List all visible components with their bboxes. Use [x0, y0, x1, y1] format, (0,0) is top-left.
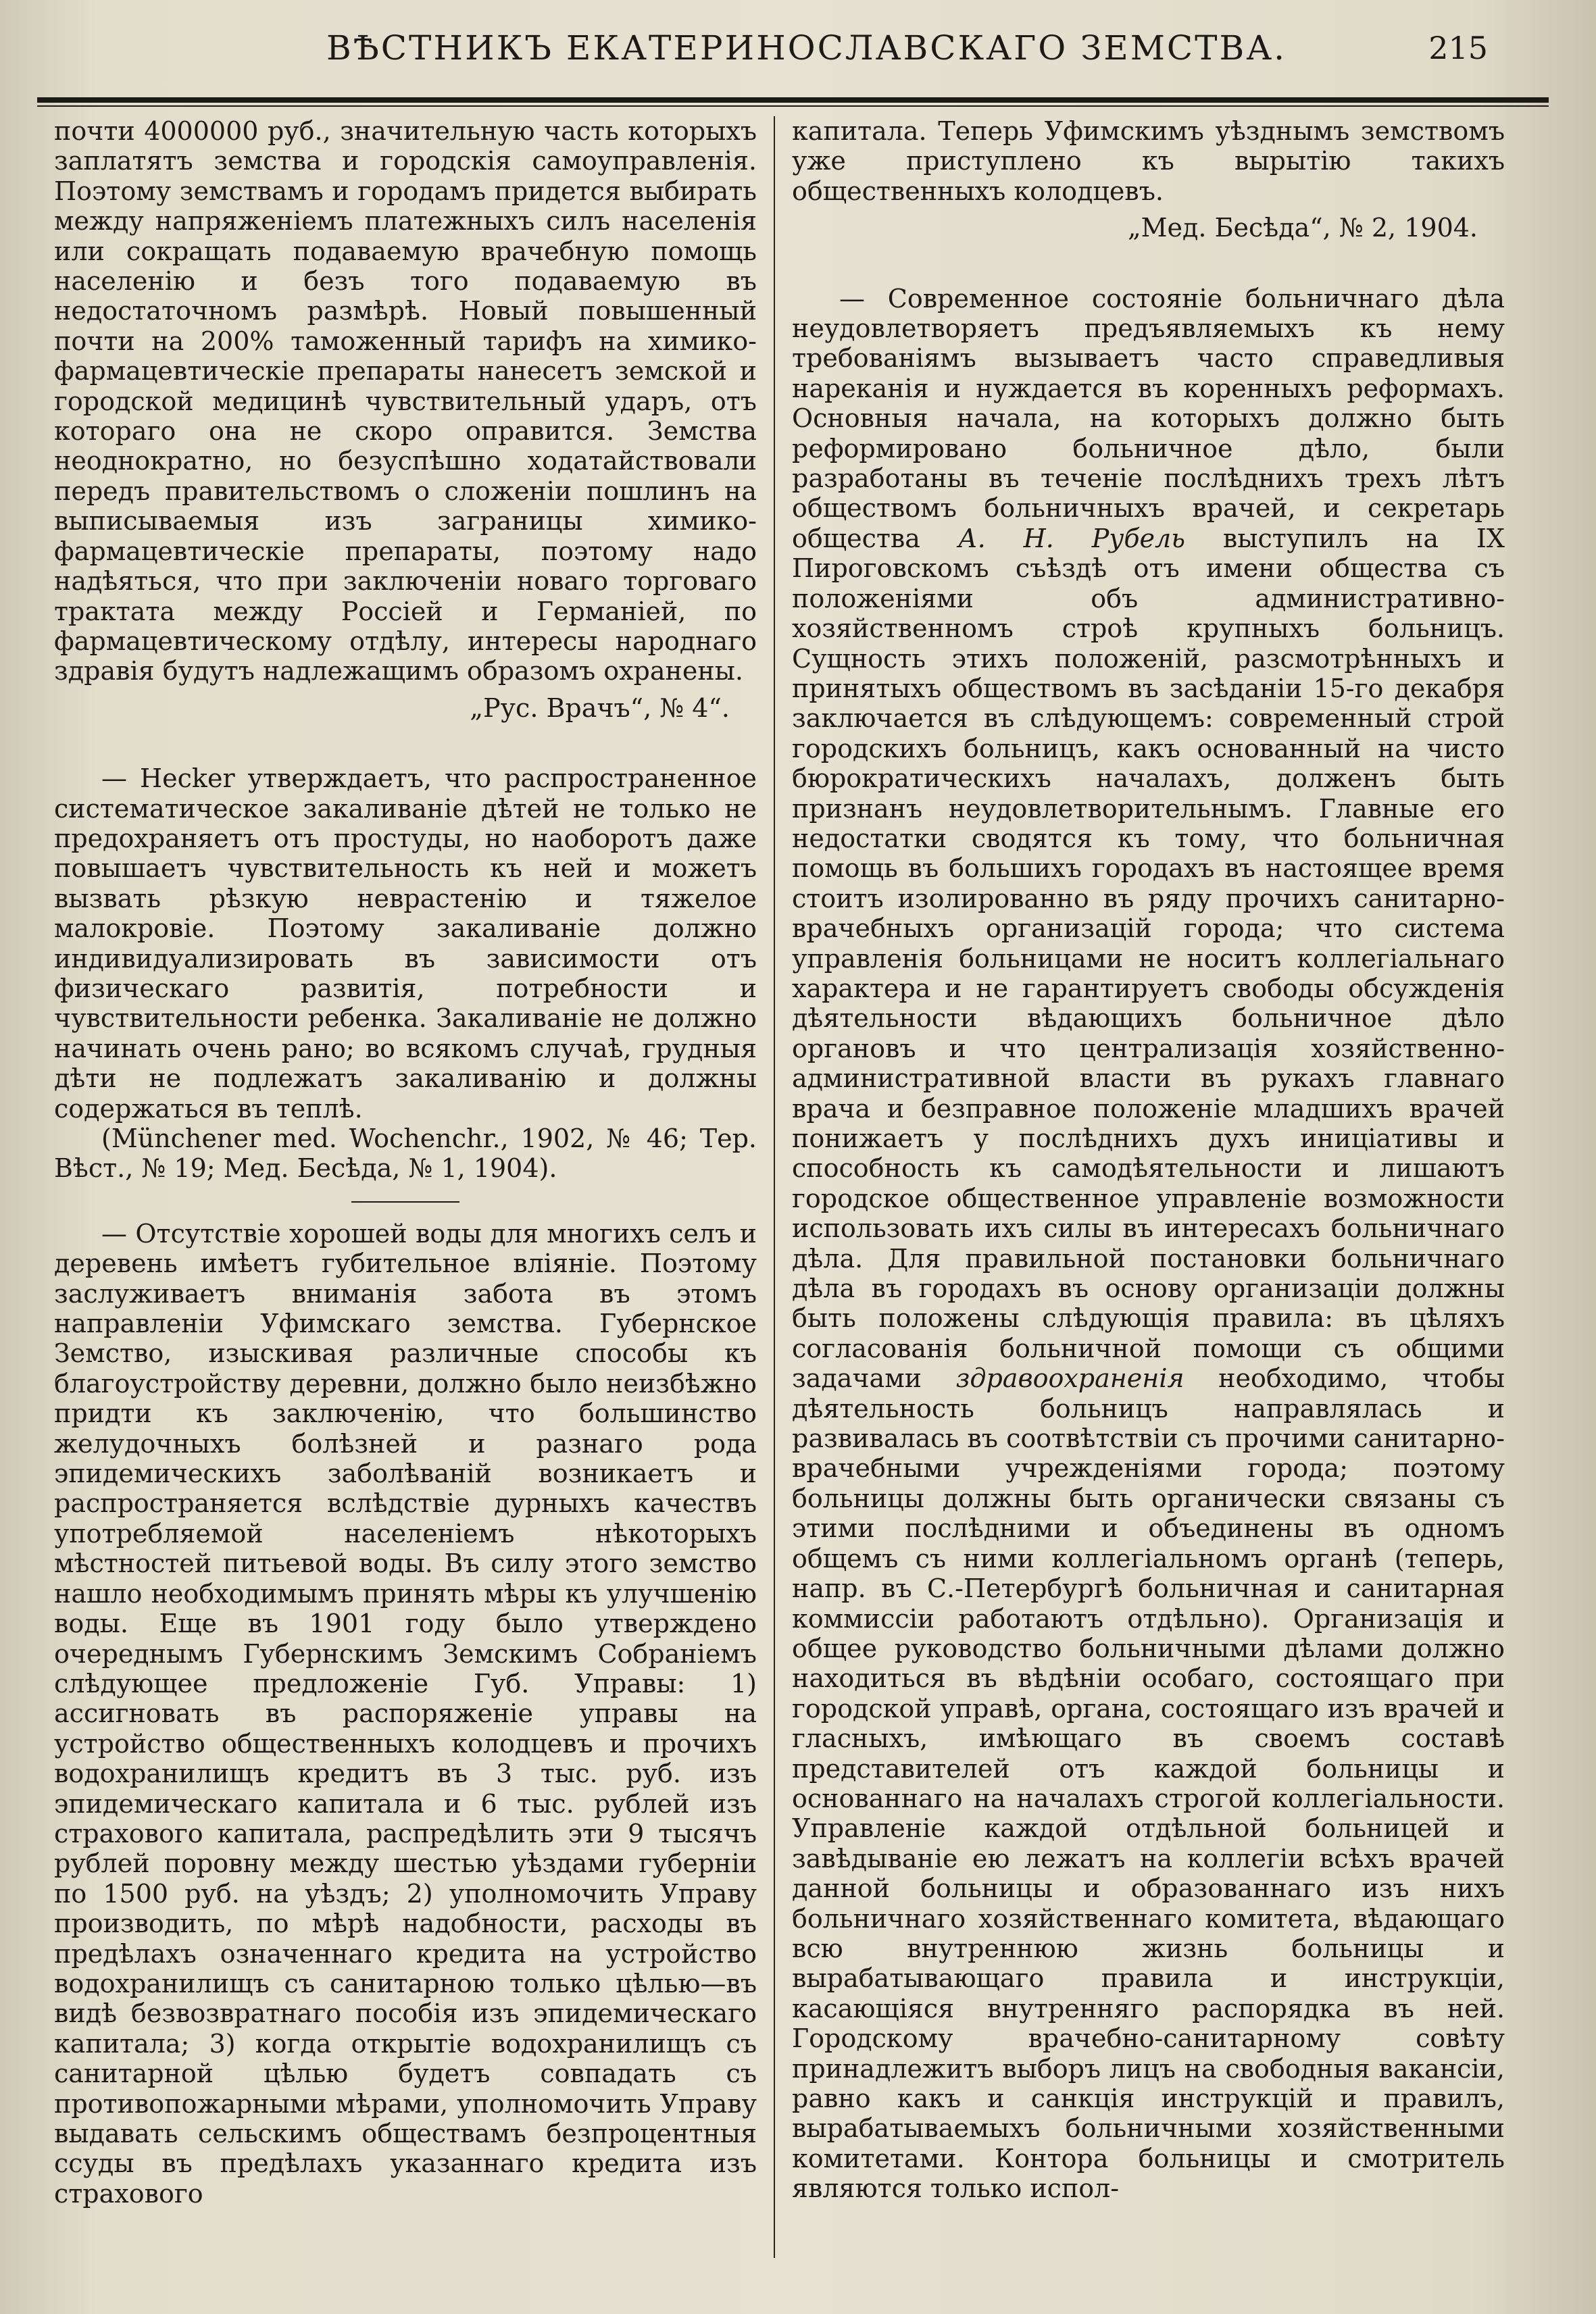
hospital-text-b: выступилъ на IX Пироговскомъ съѣздѣ отъ имени общества съ положеніями объ административно-хозяйственномъ строѣ крупныхъ больницъ. Сущность этихъ положеній, разсмотрѣнныхъ и принятыхъ обществомъ въ засѣданіи 15-го декабря заключается въ слѣдующемъ: современный строй городскихъ больницъ, какъ основанный на чисто бюрократическихъ началахъ, долженъ быть признанъ неудовлетворительнымъ. Главные его недостатки сводятся къ тому, что больничная помощь въ большихъ городахъ въ настоящее время стоитъ изолированно въ ряду прочихъ санитарно-врачебныхъ организацій города; что система управленія больницами не носитъ коллегіальнаго характера и не гарантируетъ свободы обсужденія дѣятельности вѣдающихъ больничное дѣло органовъ и что централизація хозяйственно-административной власти въ рукахъ главнаго врача и безправное положеніе младшихъ врачей понижаетъ у послѣднихъ духъ иниціативы и способность къ самодѣятельности и лишаютъ городское общественное управленіе возможности использовать ихъ силы въ интересахъ больничнаго дѣла. Для правильной постановки больничнаго дѣла въ городахъ въ основу организаціи должны быть положены слѣдующія правила: въ цѣляхъ согласованія больничной помощи съ общими задачами — [792, 523, 1505, 1394]
hecker-references: (Münchener med. Wochenchr., 1902, № 46; Тер. Вѣст., № 19; Мед. Бесѣда, № 1, 1904). — [54, 1124, 757, 1184]
header-rule-thick — [37, 97, 1549, 103]
water-paragraph: — Отсутствіе хорошей воды для многихъ селъ и деревень имѣетъ губительное вліяніе. Поэтому заслуживаетъ вниманія забота въ этомъ направленіи Уфимскаго земства. Губернское Земство, изыскивая различные способы къ благоустройству деревни, должно было неизбѣжно придти къ заключенію, что большинство желудочныхъ болѣзней и разнаго рода эпидемическихъ заболѣваній возникаетъ и распространяется вслѣдствіе дурныхъ качествъ употребляемой населеніемъ нѣкоторыхъ мѣстностей питьевой воды. Въ силу этого земство нашло необходимымъ принять мѣры къ улучшенію воды. Еще въ 1901 году было утверждено очереднымъ Губернскимъ Земскимъ Собраніемъ слѣдующее предложеніе Губ. Управы: 1) ассигновать въ распоряженіе управы на устройство общественныхъ колодцевъ и прочихъ водохранилищъ кредитъ въ 3 тыс. руб. изъ эпидемическаго капитала и 6 тыс. рублей изъ страхового капитала, распредѣлить эти 9 тысячъ рублей поровну между шестью уѣздами губерніи по 1500 руб. на уѣздъ; 2) уполномочить Управу производить, по мѣрѣ надобности, расходы въ предѣлахъ означеннаго кредита на устройство водохранилищъ съ санитарною только цѣлью—въ видѣ безвозвратнаго пособія изъ эпидемическаго капитала; 3) когда открытіе водохранилищъ съ санитарной цѣлью будетъ совпадать съ противопожарными мѣрами, уполномочить Управу выдавать сельскимъ обществамъ безпроцентныя ссуды въ предѣлахъ указаннаго кредита изъ страхового — [54, 1218, 757, 2209]
spacer — [54, 723, 757, 763]
hospital-text-a: — Современное состояніе больничнаго дѣла неудовлетворяетъ предъявляемыхъ къ нему требованіямъ вызываетъ часто справедливыя нареканія и нуждается въ коренныхъ реформахъ. Основныя начала, на которыхъ должно быть реформировано больничное дѣло, были разработаны въ теченіе послѣднихъ трехъ лѣтъ обществомъ больничныхъ врачей, и секретарь общества — [792, 283, 1505, 553]
hecker-paragraph: — Hecker утверждаетъ, что распространенное систематическое закаливаніе дѣтей не только не предохраняетъ отъ простуды, но наоборотъ даже повышаетъ чувствительность къ ней и можетъ вызвать рѣзкую неврастенію и тяжелое малокровіе. Поэтому закаливаніе должно индивидуализировать въ зависимости отъ физическаго развитія, потребности и чувствительности ребенка. Закаливаніе не должно начинать очень рано; во всякомъ случаѣ, грудныя дѣти не подлежатъ закаливанію и должны содержаться въ теплѣ. — [54, 763, 757, 1124]
column-divider — [774, 116, 775, 2258]
page-number: 215 — [1428, 30, 1488, 66]
right-column — [777, 116, 1512, 2258]
emphasized-term: здравоохраненія — [955, 1363, 1184, 1394]
wells-continuation: капитала. Теперь Уфимскимъ уѣзднымъ земствомъ уже приступлено къ вырытію такихъ общественныхъ колодцевъ. — [792, 116, 1505, 206]
left-column — [37, 116, 772, 2258]
section-separator — [351, 1201, 459, 1203]
hospital-paragraph — [792, 284, 1505, 2204]
hospital-text-c: необходимо, чтобы дѣятельность больницъ направлялась и развивалась въ соотвѣтствіи съ прочими санитарно-врачебными учрежденіями города; поэтому больницы должны быть органически связаны съ этими послѣдними и объединены въ одномъ общемъ съ ними коллегіальномъ органѣ (теперь, напр. въ С.-Петербургѣ больничная и санитарная коммиссіи работаютъ отдѣльно). Организація и общее руководство больничными дѣлами должно находиться въ вѣдѣніи особаго, состоящаго при городской управѣ, органа, состоящаго изъ врачей и гласныхъ, имѣющаго въ своемъ составѣ представителей отъ каждой больницы и основаннаго на началахъ строгой коллегіальности. Управленіе каждой отдѣльной больницей и завѣдываніе ею лежатъ на коллегіи всѣхъ врачей данной больницы и образованнаго изъ нихъ больничнаго хозяйственнаго комитета, вѣдающаго всю внутреннюю жизнь больницы и вырабатывающаго правила и инструкціи, касающіяся внутренняго распорядка въ ней. Городскому врачебно-санитарному совѣту принадлежитъ выборъ лицъ на свободныя вакансіи, равно какъ и санкція инструкцій и правилъ, вырабатываемыхъ больничными хозяйственными комитетами. Контора больницы и смотритель являются только испол- — [792, 1363, 1505, 2204]
text-columns — [37, 116, 1549, 2258]
tariff-paragraph: почти 4000000 руб., значительную часть которыхъ заплатятъ земства и городскія самоуправленія. Поэтому земствамъ и городамъ придется выбирать между напряженіемъ платежныхъ силъ населенія или сокращать подаваемую врачебную помощь населенію и безъ того подаваемую въ недостаточномъ размѣрѣ. Новый повышенный почти на 200% таможенный тарифъ на химико-фармацевтическіе препараты нанесетъ земской и городской медицинѣ чувствительный ударъ, отъ котораго она не скоро оправится. Земства неоднократно, но безуспѣшно ходатайствовали передъ правительствомъ о сложеніи пошлинъ на выписываемыя изъ заграницы химико-фармацевтическіе препараты, поэтому надо надѣяться, что при заключеніи новаго торговаго трактата между Россіей и Германіей, по фармацевтическому отдѣлу, интересы народнаго здравія будутъ надлежащимъ образомъ охранены. — [54, 116, 757, 686]
spacer — [792, 243, 1505, 284]
author-name: А. Н. Рубель — [957, 523, 1185, 553]
header-rule-thin — [37, 105, 1549, 107]
citation-med-beseda: „Мед. Бесѣда“, № 2, 1904. — [1127, 213, 1478, 243]
citation-rus-vrach: „Рус. Врачъ“, № 4“. — [470, 693, 730, 723]
page-header — [37, 27, 1549, 69]
running-title: ВѢСТНИКЪ ЕКАТЕРИНОСЛАВСКАГО ЗЕМСТВА. — [326, 28, 1287, 68]
